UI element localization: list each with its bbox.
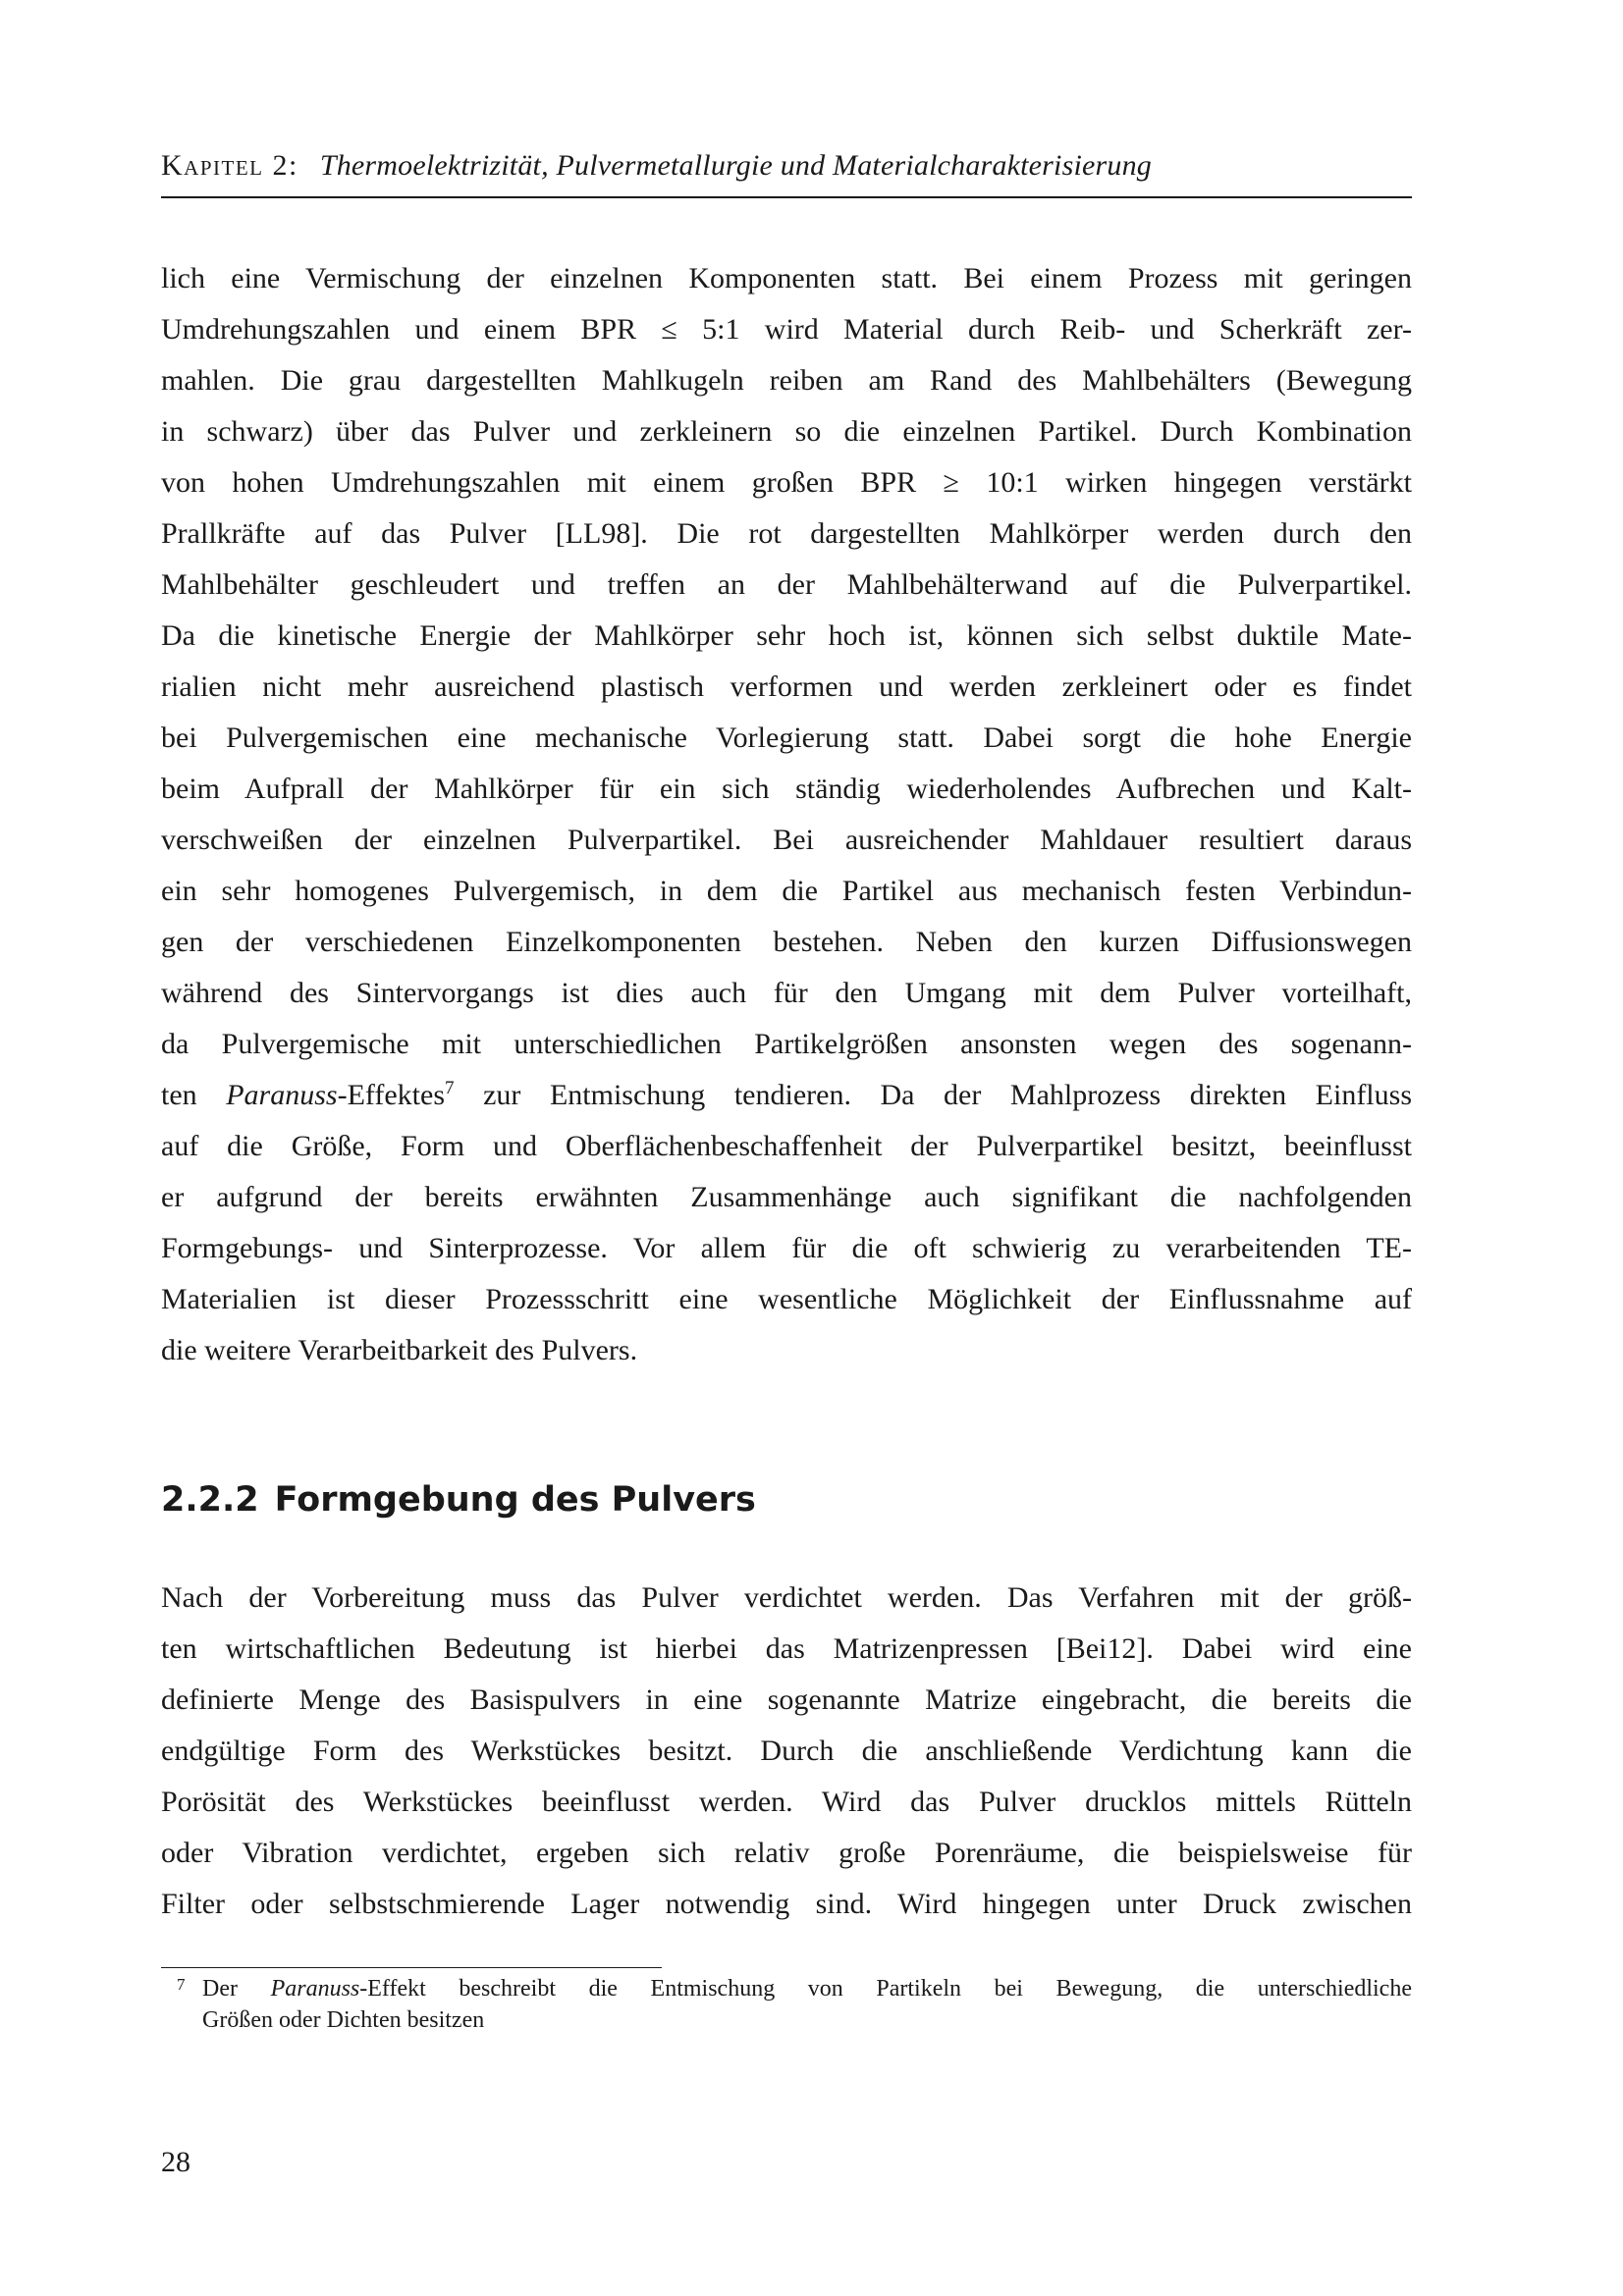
text-segment: zur Entmischung tendieren. Da der Mahlprozess direkten Einfluss xyxy=(454,1079,1412,1111)
text-line: gen der verschiedenen Einzelkomponenten bestehen. Neben den kurzen Diffusionswegen xyxy=(161,926,1412,958)
text-line: definierte Menge des Basispulvers in eine sogenannte Matrize eingebracht, die bereits die xyxy=(161,1683,1412,1716)
text-line: Porösität des Werkstückes beeinflusst werden. Wird das Pulver drucklos mittels Rütteln xyxy=(161,1786,1412,1818)
text-line: verschweißen der einzelnen Pulverpartikel. Bei ausreichender Mahldauer resultiert daraus xyxy=(161,824,1412,856)
text-line: ten wirtschaftlichen Bedeutung ist hierbei das Matrizenpressen [Bei12]. Dabei wird eine xyxy=(161,1632,1412,1665)
text-segment: -Effektes xyxy=(337,1079,445,1111)
text-segment: -Effekt beschreibt die Entmischung von Partikeln bei Bewegung, die unterschiedliche xyxy=(359,1976,1412,2002)
text-segment: Der xyxy=(202,1976,271,2002)
running-header xyxy=(161,149,1412,183)
section-number: 2.2.2 xyxy=(161,1480,259,1520)
text-line: Da die kinetische Energie der Mahlkörper sehr hoch ist, können sich selbst duktile Mate- xyxy=(161,619,1412,652)
italic-term: Paranuss xyxy=(226,1079,338,1111)
footnote-line xyxy=(202,1973,1412,2004)
footnote-mark: 7 xyxy=(177,1975,186,1994)
text-line: von hohen Umdrehungszahlen mit einem großen BPR ≥ 10:1 wirken hingegen verstärkt xyxy=(161,466,1412,499)
text-line: rialien nicht mehr ausreichend plastisch verformen und werden zerkleinert oder es findet xyxy=(161,670,1412,703)
text-line: beim Aufprall der Mahlkörper für ein sich ständig wiederholendes Aufbrechen und Kalt- xyxy=(161,773,1412,805)
text-line: lich eine Vermischung der einzelnen Komponenten statt. Bei einem Prozess mit geringen xyxy=(161,262,1412,294)
text-line: mahlen. Die grau dargestellten Mahlkugeln reiben am Rand des Mahlbehälters (Bewegung xyxy=(161,364,1412,397)
paragraph-1 xyxy=(161,253,1412,1376)
text-line: während des Sintervorgangs ist dies auch für den Umgang mit dem Pulver vorteilhaft, xyxy=(161,977,1412,1009)
text-line-footnote-ref xyxy=(161,1070,1412,1121)
text-line: Nach der Vorbereitung muss das Pulver verdichtet werden. Das Verfahren mit der größ- xyxy=(161,1581,1412,1614)
text-line: in schwarz) über das Pulver und zerkleinern so die einzelnen Partikel. Durch Kombination xyxy=(161,415,1412,448)
text-line: er aufgrund der bereits erwähnten Zusammenhänge auch signifikant die nachfolgenden xyxy=(161,1181,1412,1213)
footnote-body xyxy=(202,1973,1412,2036)
footnote-reference[interactable]: 7 xyxy=(445,1078,455,1098)
paragraph-2 xyxy=(161,1573,1412,1930)
page-number: 28 xyxy=(161,2146,190,2178)
header-title: Thermoelektrizität, Pulvermetallurgie und Materialcharakterisierung xyxy=(319,149,1152,182)
italic-term: Paranuss xyxy=(270,1976,360,2002)
footnote xyxy=(161,1973,1412,2036)
text-line: Formgebungs- und Sinterprozesse. Vor allem für die oft schwierig zu verarbeitenden TE- xyxy=(161,1232,1412,1264)
text-line: ein sehr homogenes Pulvergemisch, in dem die Partikel aus mechanisch festen Verbindun- xyxy=(161,875,1412,907)
text-line: Mahlbehälter geschleudert und treffen an der Mahlbehälterwand auf die Pulverpartikel. xyxy=(161,568,1412,601)
section-heading xyxy=(161,1480,756,1520)
text-segment: ten xyxy=(161,1079,227,1111)
text-line: Prallkräfte auf das Pulver [LL98]. Die rot dargestellten Mahlkörper werden durch den xyxy=(161,517,1412,550)
text-line: Umdrehungszahlen und einem BPR ≤ 5:1 wird Material durch Reib- und Scherkräft zer- xyxy=(161,313,1412,346)
text-line: endgültige Form des Werkstückes besitzt. Durch die anschließende Verdichtung kann die xyxy=(161,1735,1412,1767)
footnote-rule xyxy=(161,1967,662,1968)
header-rule xyxy=(161,196,1412,198)
section-title: Formgebung des Pulvers xyxy=(274,1480,756,1520)
text-line: die weitere Verarbeitbarkeit des Pulvers. xyxy=(161,1334,638,1366)
header-chapter: Kapitel 2: xyxy=(161,149,298,182)
text-line: bei Pulvergemischen eine mechanische Vorlegierung statt. Dabei sorgt die hohe Energie xyxy=(161,721,1412,754)
footnote-line: Größen oder Dichten besitzen xyxy=(202,2007,485,2033)
text-line: Materialien ist dieser Prozessschritt eine wesentliche Möglichkeit der Einflussnahme auf xyxy=(161,1283,1412,1315)
text-line: auf die Größe, Form und Oberflächenbeschaffenheit der Pulverpartikel besitzt, beeinflusst xyxy=(161,1130,1412,1162)
text-line: oder Vibration verdichtet, ergeben sich relativ große Porenräume, die beispielsweise für xyxy=(161,1837,1412,1869)
text-line: Filter oder selbstschmierende Lager notwendig sind. Wird hingegen unter Druck zwischen xyxy=(161,1888,1412,1920)
text-line: da Pulvergemische mit unterschiedlichen Partikelgrößen ansonsten wegen des sogenann- xyxy=(161,1028,1412,1060)
